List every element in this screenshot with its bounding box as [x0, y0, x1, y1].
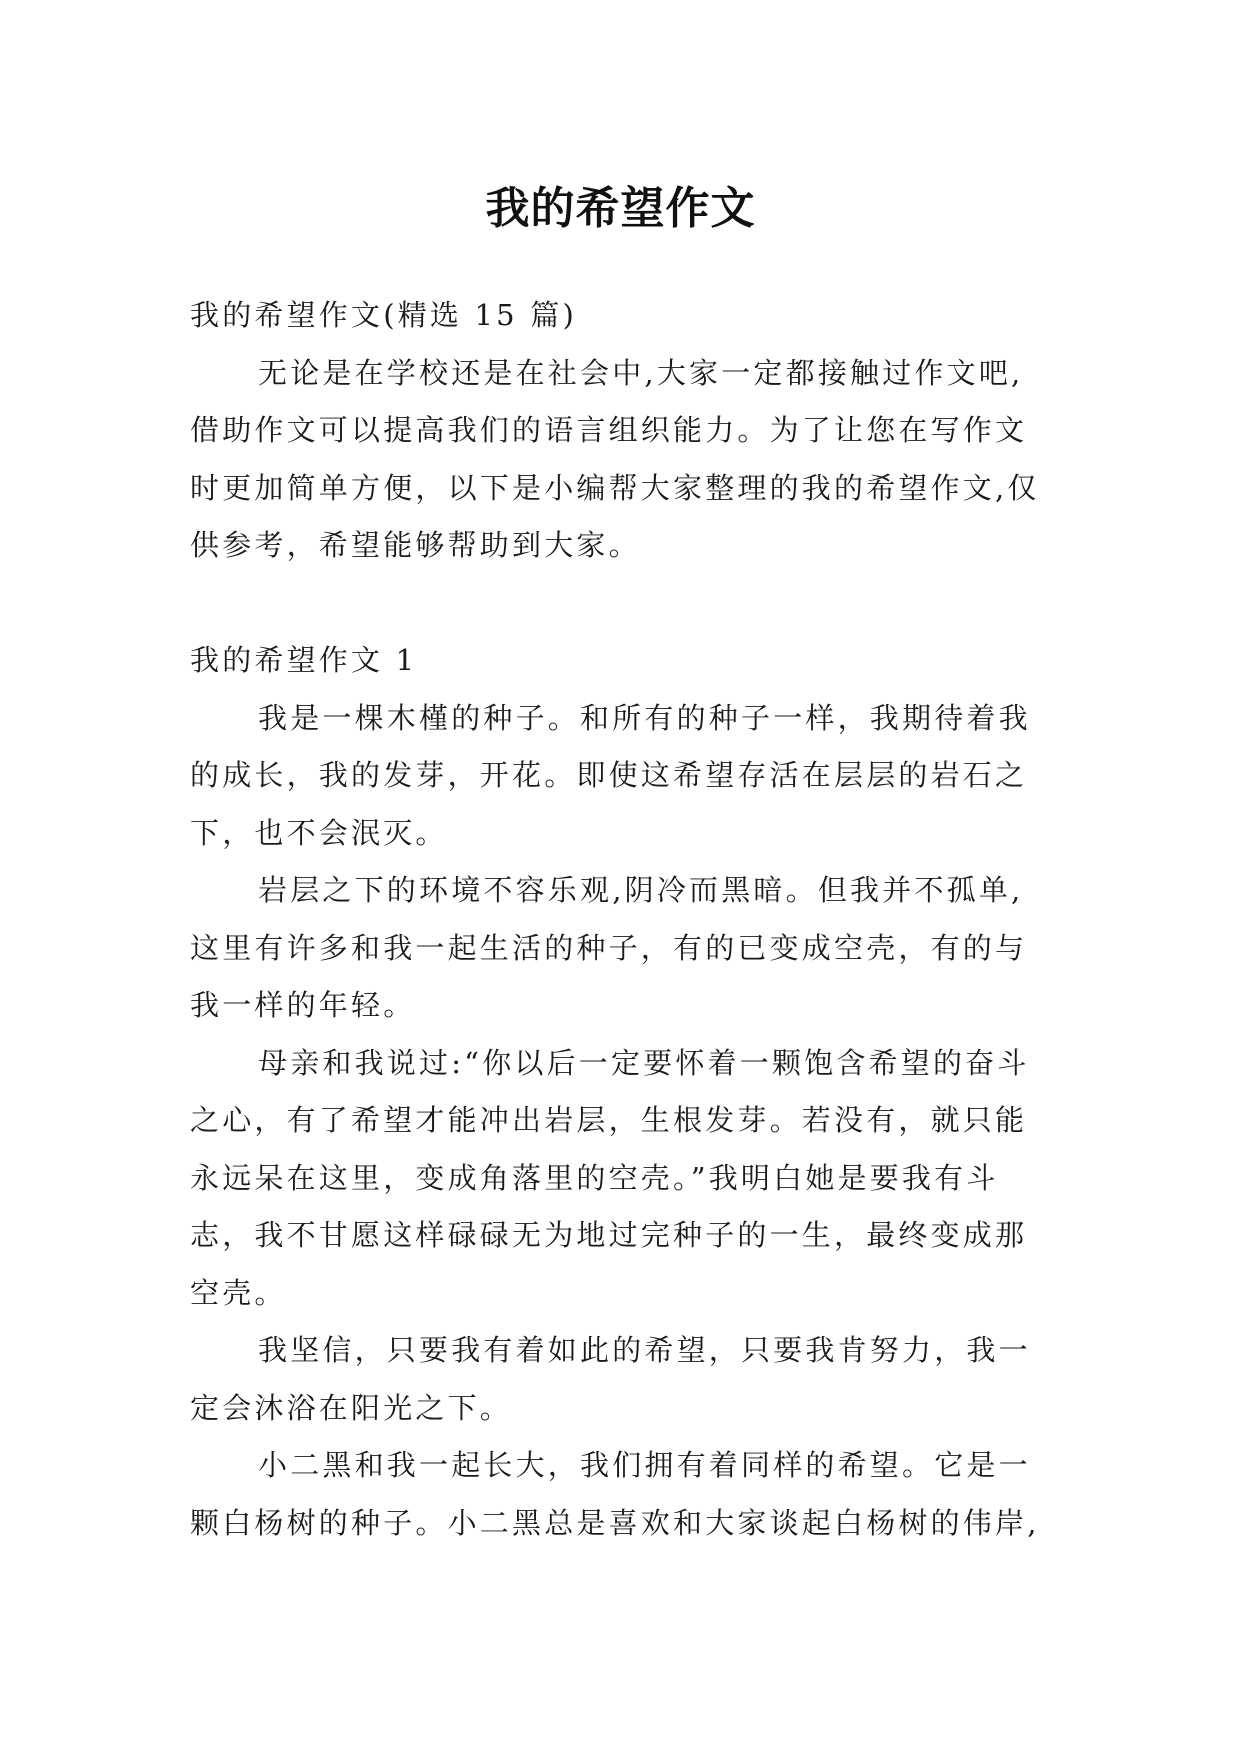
essay-1-paragraph: 小二黑和我一起长大，我们拥有着同样的希望。它是一颗白杨树的种子。小二黑总是喜欢和大家谈起白杨树的伟岸,: [190, 1448, 1040, 1540]
document-body: [190, 287, 1052, 1552]
intro-paragraph: 无论是在学校还是在社会中,大家一定都接触过作文吧,借助作文可以提高我们的语言组织能力。为了让您在写作文时更加简单方便，以下是小编帮大家整理的我的希望作文,仅供参考，希望能够帮助到大家。: [190, 355, 1040, 562]
essay-1-heading: 我的希望作文 1: [190, 643, 418, 677]
essay-1-paragraph: 母亲和我说过:“你以后一定要怀着一颗饱含希望的奋斗之心，有了希望才能冲出岩层，生根发芽。若没有，就只能永远呆在这里，变成角落里的空壳。”我明白她是要我有斗志，我不甘愿这样碌碌无为地过完种子的一生，最终变成那空壳。: [190, 1045, 1030, 1310]
document-title: 我的希望作文: [485, 183, 756, 235]
section-spacer: [190, 575, 1052, 633]
essay-1-paragraph: 我是一棵木槿的种子。和所有的种子一样，我期待着我的成长，我的发芽，开花。即使这希望存活在层层的岩石之下，也不会泯灭。: [190, 700, 1031, 850]
essay-1-paragraph: 岩层之下的环境不容乐观,阴冷而黑暗。但我并不孤单,这里有许多和我一起生活的种子，有的已变成空壳，有的与我一样的年轻。: [190, 873, 1028, 1022]
essay-1-paragraph: 我坚信，只要我有着如此的希望，只要我肯努力，我一定会沐浴在阳光之下。: [190, 1333, 1031, 1425]
collection-subtitle: 我的希望作文(精选 15 篇): [190, 298, 577, 332]
